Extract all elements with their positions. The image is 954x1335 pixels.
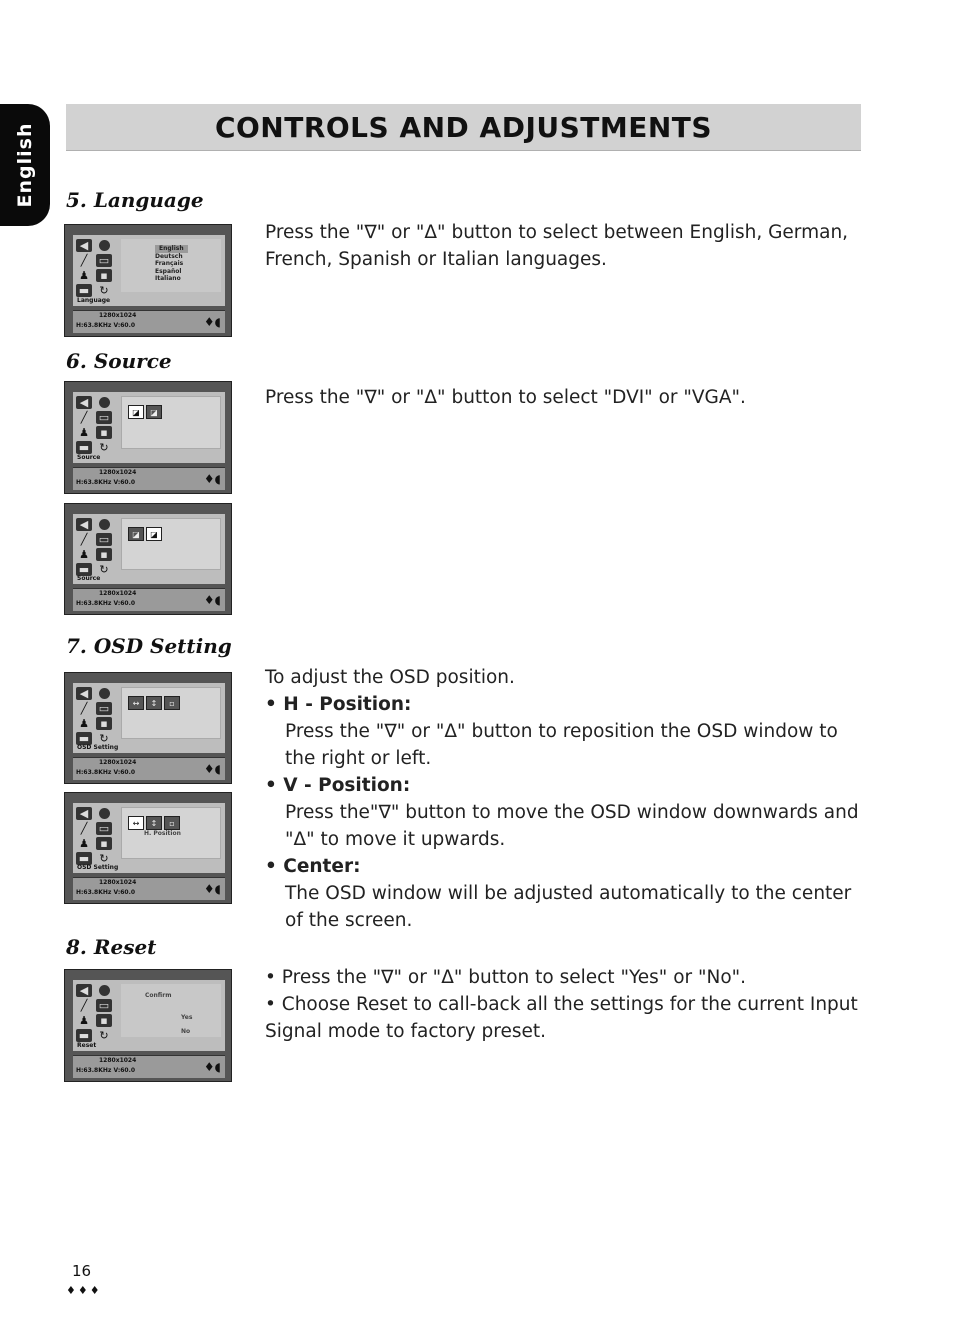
display-icon: ▬ <box>76 1029 92 1042</box>
language-option: Español <box>155 267 182 275</box>
reset-icon: ↻ <box>99 441 109 454</box>
osd-resolution: 1280x1024 <box>99 312 137 319</box>
osd-intro: To adjust the OSD position. <box>265 667 515 688</box>
osd-caption: Source <box>77 454 101 461</box>
yes-option: Yes <box>181 1014 193 1021</box>
reset-icon: ↻ <box>99 563 109 576</box>
confirm-label: Confirm <box>145 992 172 999</box>
v-position-icon: ↕ <box>146 816 162 830</box>
section-title-language: 5. Language <box>66 188 204 212</box>
sound-icon: ♦◖ <box>203 472 221 486</box>
language-description: Press the "∇" or "Δ" button to select between English, German, French, Spanish or Italian languages. <box>265 222 849 270</box>
h-position-icon: ↔ <box>128 816 144 830</box>
wrench-icon: ╱ <box>80 254 88 267</box>
language-options <box>155 245 188 283</box>
page-number: 16 <box>72 1262 92 1280</box>
person-icon: ♟ <box>79 548 89 561</box>
person-icon: ♟ <box>79 837 89 850</box>
side-tab-label: English <box>14 122 36 208</box>
v-position-icon: ↕ <box>146 696 162 710</box>
center-icon: ▫ <box>164 696 180 710</box>
speaker-icon: ◀ <box>76 984 92 997</box>
osd-resolution: 1280x1024 <box>99 590 137 597</box>
person-icon: ♟ <box>79 426 89 439</box>
h-position-heading: • H - Position: <box>265 694 412 715</box>
osd-frequency: H:63.8KHz V:60.0 <box>76 322 136 329</box>
circle-icon <box>96 687 112 700</box>
osd-caption: OSD Setting <box>77 864 119 871</box>
monitor-icon: ▭ <box>96 702 112 715</box>
reset-icon: ↻ <box>99 852 109 865</box>
reset-line-1: • Press the "∇" or "Δ" button to select "Yes" or "No". <box>265 967 747 988</box>
sound-icon: ♦◖ <box>203 1060 221 1074</box>
wrench-icon: ╱ <box>80 411 88 424</box>
source-description: Press the "∇" or "Δ" button to select "DVI" or "VGA". <box>265 387 746 408</box>
display-icon: ▬ <box>76 852 92 865</box>
section-title-reset: 8. Reset <box>66 935 157 959</box>
osd-caption: Reset <box>77 1042 97 1049</box>
center-icon: ▫ <box>164 816 180 830</box>
wrench-icon: ╱ <box>80 822 88 835</box>
osd-icon: ▪ <box>96 548 112 561</box>
osd-icon: ▪ <box>96 1014 112 1027</box>
page-header <box>66 104 861 151</box>
osd-resolution: 1280x1024 <box>99 1057 137 1064</box>
osd-caption: OSD Setting <box>77 744 119 751</box>
speaker-icon: ◀ <box>76 807 92 820</box>
osd-screenshot-source-dvi <box>64 381 232 494</box>
osd-screenshot-h-position <box>64 792 232 904</box>
wrench-icon: ╱ <box>80 533 88 546</box>
monitor-icon: ▭ <box>96 254 112 267</box>
osd-resolution: 1280x1024 <box>99 469 137 476</box>
osd-icon: ▪ <box>96 717 112 730</box>
h-position-icon: ↔ <box>128 696 144 710</box>
osd-frequency: H:63.8KHz V:60.0 <box>76 600 136 607</box>
osd-screenshot-source-vga <box>64 503 232 615</box>
osd-resolution: 1280x1024 <box>99 879 137 886</box>
section-title-source: 6. Source <box>66 349 172 373</box>
speaker-icon: ◀ <box>76 396 92 409</box>
circle-icon <box>96 518 112 531</box>
v-position-body: Press the"∇" button to move the OSD window downwards and "Δ" to move it upwards. <box>285 802 859 850</box>
person-icon: ♟ <box>79 269 89 282</box>
osd-frequency: H:63.8KHz V:60.0 <box>76 889 136 896</box>
osd-resolution: 1280x1024 <box>99 759 137 766</box>
osd-frequency: H:63.8KHz V:60.0 <box>76 479 136 486</box>
v-position-heading: • V - Position: <box>265 775 411 796</box>
language-option: Français <box>155 260 184 267</box>
wrench-icon: ╱ <box>80 999 88 1012</box>
language-option: Deutsch <box>155 252 183 260</box>
osd-caption: Language <box>77 297 111 304</box>
circle-icon <box>96 984 112 997</box>
reset-icon: ↻ <box>99 732 109 745</box>
monitor-icon: ▭ <box>96 822 112 835</box>
speaker-icon: ◀ <box>76 239 92 252</box>
osd-screenshot-osd-setting <box>64 672 232 784</box>
osd-icon: ▪ <box>96 837 112 850</box>
h-position-body: Press the "∇" or "Δ" button to reposition the OSD window to the right or left. <box>285 721 838 769</box>
osd-setting-description <box>265 664 865 934</box>
wrench-icon: ╱ <box>80 702 88 715</box>
sound-icon: ♦◖ <box>203 762 221 776</box>
language-option: Italiano <box>155 275 181 282</box>
sound-icon: ♦◖ <box>203 882 221 896</box>
osd-screenshot-language <box>64 224 232 337</box>
no-option: No <box>181 1028 191 1035</box>
monitor-icon: ▭ <box>96 533 112 546</box>
dvi-plug-icon: ◪ <box>128 527 144 541</box>
osd-icon-grid <box>76 239 116 297</box>
osd-frequency: H:63.8KHz V:60.0 <box>76 1067 136 1074</box>
display-icon: ▬ <box>76 441 92 454</box>
osd-frequency: H:63.8KHz V:60.0 <box>76 769 136 776</box>
osd-screenshot-reset <box>64 969 232 1082</box>
monitor-icon: ▭ <box>96 411 112 424</box>
speaker-icon: ◀ <box>76 687 92 700</box>
display-icon: ▬ <box>76 284 92 297</box>
speaker-icon: ◀ <box>76 518 92 531</box>
center-body: The OSD window will be adjusted automatically to the center of the screen. <box>285 883 852 931</box>
reset-line-2: • Choose Reset to call-back all the settings for the current Input Signal mode to factory preset. <box>265 994 858 1042</box>
language-option: English <box>155 245 188 253</box>
language-side-tab <box>0 104 50 226</box>
section-title-osd-setting: 7. OSD Setting <box>66 634 232 658</box>
h-position-label: H. Position <box>144 830 181 837</box>
sound-icon: ♦◖ <box>203 593 221 607</box>
dvi-plug-icon: ◪ <box>128 405 144 419</box>
reset-icon: ↻ <box>99 284 109 297</box>
person-icon: ♟ <box>79 1014 89 1027</box>
circle-icon <box>96 239 112 252</box>
circle-icon <box>96 807 112 820</box>
page-title: CONTROLS AND ADJUSTMENTS <box>214 110 713 144</box>
reset-description <box>265 964 865 1045</box>
monitor-icon: ▭ <box>96 999 112 1012</box>
vga-plug-icon: ◪ <box>146 405 162 419</box>
osd-icon: ▪ <box>96 269 112 282</box>
sound-icon: ♦◖ <box>203 315 221 329</box>
page-ornament: ♦♦♦ <box>66 1284 102 1297</box>
center-heading: • Center: <box>265 856 361 877</box>
reset-icon: ↻ <box>99 1029 109 1042</box>
osd-caption: Source <box>77 575 101 582</box>
display-icon: ▬ <box>76 563 92 576</box>
circle-icon <box>96 396 112 409</box>
osd-icon: ▪ <box>96 426 112 439</box>
display-icon: ▬ <box>76 732 92 745</box>
vga-plug-icon: ◪ <box>146 527 162 541</box>
person-icon: ♟ <box>79 717 89 730</box>
